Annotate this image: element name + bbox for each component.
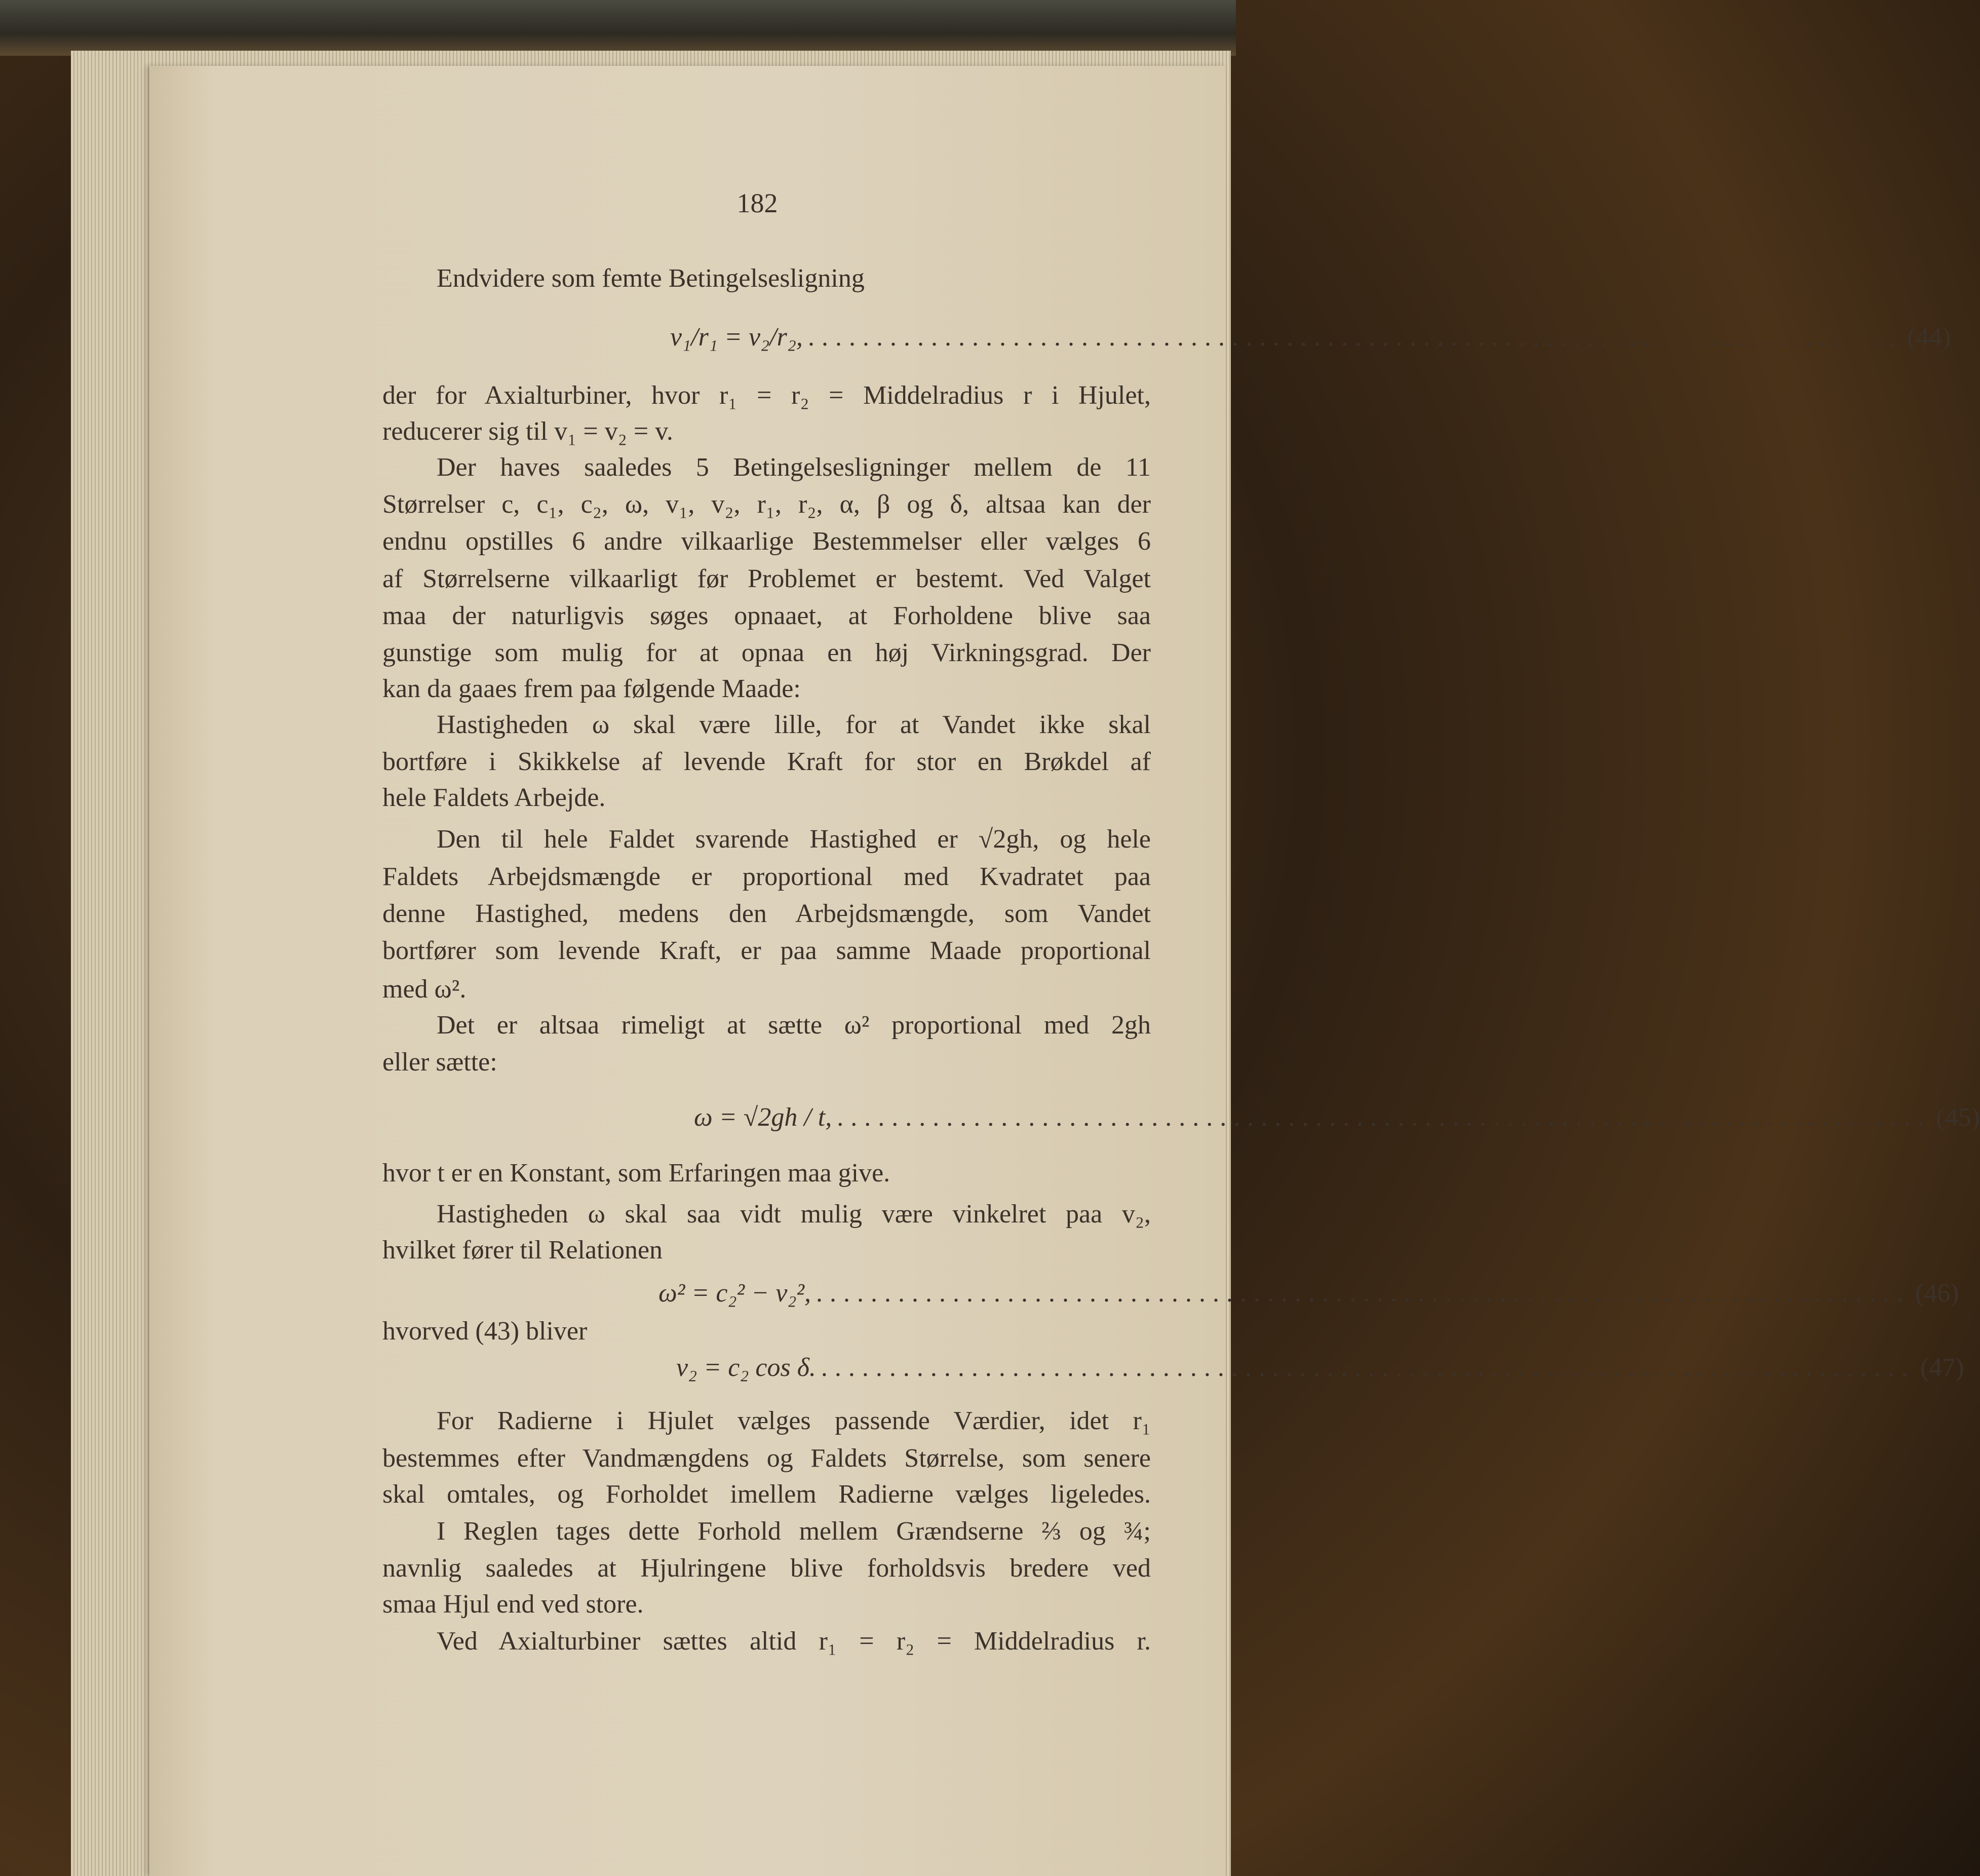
dot-leader: ................................................................................: [837, 1103, 1931, 1132]
text-line: bortfører som levende Kraft, er paa samme Maade proportional: [382, 936, 1151, 966]
text-line: Hastigheden ω skal være lille, for at Vandet ikke skal: [437, 710, 1151, 739]
text-line: endnu opstilles 6 andre vilkaarlige Bestemmelser eller vælges 6: [382, 527, 1151, 556]
text-line: I Reglen tages dette Forhold mellem Grændserne ⅔ og ¾;: [437, 1516, 1151, 1546]
text-line: hvor t er en Konstant, som Erfaringen maa give.: [382, 1159, 890, 1188]
equation-number: (44): [1907, 323, 1951, 352]
text-line: hvorved (43) bliver: [382, 1317, 588, 1346]
text-line: af Størrelserne vilkaarligt før Problemet er bestemt. Ved Valget: [382, 564, 1151, 593]
dot-leader: ................................................................................: [807, 323, 1902, 352]
dot-leader: ................................................................................: [821, 1353, 1915, 1382]
text-line: eller sætte:: [382, 1047, 497, 1077]
text-line: Der haves saaledes 5 Betingelsesligninger mellem de 11: [437, 452, 1151, 482]
text-line: Størrelser c, c₁, c₂, ω, v₁, v₂, r₁, r₂, α, β og δ, altsaa kan der: [382, 490, 1151, 519]
text-line: denne Hastighed, medens den Arbejdsmængde, som Vandet: [382, 899, 1151, 928]
text-line: Det er altsaa rimeligt at sætte ω² proportional med 2gh: [437, 1010, 1151, 1040]
equation-formula: v₂ = c₂ cos δ.: [676, 1353, 816, 1382]
text-line: navnlig saaledes at Hjulringene blive forholdsvis bredere ved: [382, 1553, 1151, 1583]
equation: [676, 1345, 1964, 1391]
text-line: Den til hele Faldet svarende Hastighed er √2gh, og hele: [437, 825, 1151, 854]
text-line: smaa Hjul end ved store.: [382, 1589, 644, 1619]
text-line: bortføre i Skikkelse af levende Kraft for stor en Brøkdel af: [382, 747, 1151, 776]
text-line: gunstige som mulig for at opnaa en høj Virkningsgrad. Der: [382, 638, 1151, 667]
equation: [670, 315, 1951, 360]
equation-formula: ω = √2gh / t,: [694, 1103, 832, 1132]
equation: [658, 1271, 1959, 1316]
text-line: Endvidere som femte Betingelsesligning: [437, 263, 865, 293]
text-line: der for Axialturbiner, hvor r₁ = r₂ = Middelradius r i Hjulet,: [382, 381, 1151, 410]
book-cover: [0, 0, 1236, 56]
text-line: For Radierne i Hjulet vælges passende Værdier, idet r₁: [437, 1406, 1151, 1436]
text-line: med ω².: [382, 974, 467, 1004]
text-line: bestemmes efter Vandmængdens og Faldets Størrelse, som senere: [382, 1443, 1151, 1473]
equation-number: (45): [1936, 1103, 1980, 1132]
text-line: Faldets Arbejdsmængde er proportional med Kvadratet paa: [382, 862, 1151, 891]
equation-formula: ω² = c₂² − v₂²,: [658, 1279, 811, 1308]
dot-leader: ................................................................................: [816, 1279, 1910, 1308]
equation-number: (46): [1915, 1279, 1959, 1308]
text-line: hvilket fører til Relationen: [382, 1235, 663, 1265]
text-line: maa der naturligvis søges opnaaet, at Forholdene blive saa: [382, 601, 1151, 630]
text-line: hele Faldets Arbejde.: [382, 783, 606, 812]
equation-formula: v₁/r₁ = v₂/r₂,: [670, 323, 803, 352]
text-line: reducerer sig til v₁ = v₂ = v.: [382, 417, 673, 446]
equation: [694, 1095, 1980, 1140]
text-line: skal omtales, og Forholdet imellem Radierne vælges ligeledes.: [382, 1479, 1151, 1509]
equation-number: (47): [1920, 1353, 1964, 1382]
page-number: 182: [736, 188, 778, 218]
text-line: Ved Axialturbiner sættes altid r₁ = r₂ = Middelradius r.: [437, 1627, 1151, 1656]
text-line: kan da gaaes frem paa følgende Maade:: [382, 674, 801, 703]
text-line: Hastigheden ω skal saa vidt mulig være vinkelret paa v₂,: [437, 1199, 1151, 1229]
